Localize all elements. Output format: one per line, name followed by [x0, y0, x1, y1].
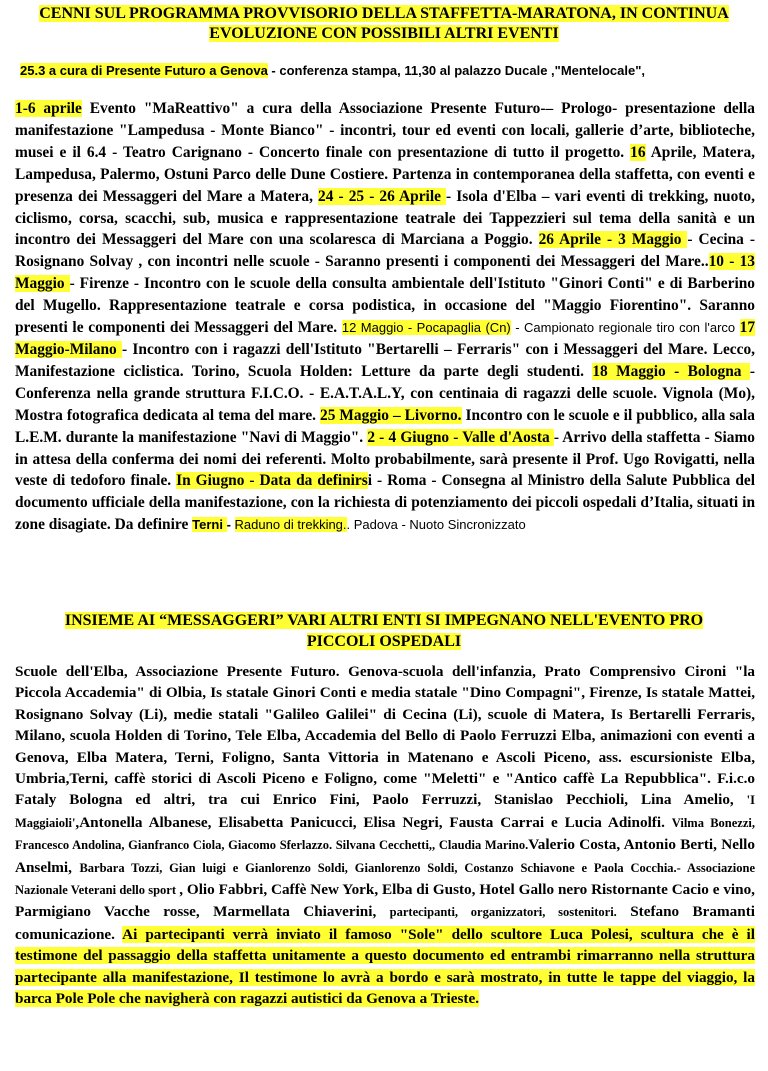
participants-paragraph — [15, 661, 755, 1010]
program-run-highlight: 18 Maggio - Bologna — [592, 362, 750, 380]
participants-run-text: , Olio Fabbri, Caffè New York, Elba di Gusto, Hotel Gallo nero Ristornante Cacio e vino, Parmigiano Vacche rosse, Marmellata Chiaverini, — [15, 881, 755, 921]
participants-run-text: Scuole dell'Elba, Associazione Presente Futuro. Genova — [15, 663, 398, 680]
program-run-text: - Firenze - Incontro con le scuole della consulta ambientale dell'Istituto "Ginori Conti" e di Barberino del Mugello. Rappresentazione teatrale e corsa podistica, in occasione del "Maggio Fiorentino". Saranno presenti le componenti dei Messaggeri del Mare. — [15, 275, 755, 337]
program-run-text: - — [226, 517, 235, 533]
program-run-text: . Padova - Nuoto Sincronizzato — [346, 517, 526, 533]
program-run-text: - Isola d'Elba – vari eventi di trekking, nuoto, ciclismo, corsa, scacchi, sub, musica e rappresentazione teatrale dei Tappezzieri sul tema della sanità e un incontro dei Messaggeri del Mare con una scolaresca di Marciana a Poggio. — [15, 187, 755, 249]
program-run-highlight: Raduno di trekking. — [234, 517, 347, 533]
program-run-highlight: 26 Aprile - 3 Maggio — [538, 231, 688, 249]
program-run-text: Incontro con le scuole e il pubblico, alla sala L.E.M. durante la manifestazione "Navi di Maggio". — [15, 406, 755, 446]
section-heading-line-2: PICCOLI OSPEDALI — [306, 633, 462, 650]
program-run-highlight: 17 Maggio-Milano — [15, 319, 756, 358]
program-run-text: - Arrivo della staffetta - Siamo in attesa della conferma dei nomi dei referenti. Molto probabilmente, sarà presente il Prof. Ugo Rovigatti, nella veste di tedoforo finale. — [15, 428, 756, 490]
program-run-highlight: 10 - 13 Maggio — [15, 253, 755, 293]
participants-run-text: Stefano Bramanti comunicazione. — [15, 903, 755, 943]
section-heading-line-1: INSIEME AI “MESSAGGERI” VARI ALTRI ENTI SI IMPEGNANO NELL'EVENTO PRO — [64, 612, 704, 629]
program-run-highlight: 2 - 4 Giugno - Valle d'Aosta — [367, 428, 554, 446]
title-line-2: EVOLUZIONE CON POSSIBILI ALTRI EVENTI — [209, 24, 559, 42]
section-heading — [20, 610, 748, 652]
program-run-text: - Conferenza nella grande struttura F.I.C.O. - E.A.T.A.L.Y, con centinaia di ragazzi delle scuole. Vignola (Mo), Mostra fotografica dedicata al tema del mare. — [15, 362, 756, 424]
participants-run-highlight: Ai partecipanti verrà inviato il famoso "Sole" dello scultore Luca Polesi, scultura che è il testimone del passaggio della staffetta unitamente a questo documento ed entrambi rimarranno nella struttura partecipante alla manifestazione, Il testimone lo avrà a bordo e sarà mostrato, in tutte le tappe del viaggio, la barca Pole Pole che navigherà con ragazzi autistici da Genova a Trieste. — [15, 925, 755, 1008]
participants-run-text: ,Antonella Albanese, Elisabetta Panicucci, Elisa Negri, Fausta Carrai e Lucia Adinolfi. — [75, 813, 672, 831]
program-run-highlight: 1-6 aprile — [15, 100, 82, 117]
press-conference-text: - conferenza stampa, 11,30 al palazzo Ducale ,"Mentelocale", — [267, 63, 646, 78]
participants-run-text: partecipanti, organizzatori, sostenitori. — [389, 905, 617, 920]
program-run-highlight: 16 — [630, 143, 646, 161]
program-run-text: i - Roma - Consegna al Ministro della Salute Pubblica del documento ufficiale della manifestazione, con la richiesta di potenziamento dei piccoli ospedali d’Italia, situati in zone disagiate. Da definire — [15, 472, 755, 534]
program-run-text: - Cecina - Rosignano Solvay , con incontri nelle scuole - Saranno presenti i componenti dei Messaggeri del Mare.. — [15, 231, 755, 271]
program-run-highlight: 12 Maggio - Pocapaglia (Cn) — [341, 320, 511, 336]
participants-run-text: 'I Maggiaioli' — [15, 793, 755, 830]
program-run-text: - Incontro con i ragazzi dell'Istituto "Bertarelli – Ferraris" con i Messaggeri del Mare. Lecco, Manifestazione ciclistica. Torino, Scuola Holden: Letture da parte degli studenti. — [15, 340, 755, 380]
press-conference-line — [20, 63, 645, 78]
program-paragraph — [15, 98, 755, 536]
program-run-text: Evento "MaReattivo" a cura della Associazione Presente Futuro-– Prologo- presentazione della manifestazione "Lampedusa - Monte Bianco" - incontri, tour ed eventi con locali, gallerie d’arte, biblioteche, musei e il 6.4 - Teatro Carignano - Concerto finale con presentazione di tutto il progetto. — [15, 100, 755, 161]
program-run-text: - Campionato regionale tiro con l'arco — [510, 320, 740, 336]
participants-run-text: F.i.c.o Fataly Bologna ed altri, tra cui Enrico Fini, Paolo Ferruzzi, Stanislao Pecchioli, Lina Amelio, — [15, 770, 755, 809]
program-run-highlight: In Giugno - Data da definirs — [176, 472, 368, 490]
program-run-text: Aprile, Matera, Lampedusa, Palermo, Ostuni Parco delle Dune Costiere. Partenza in contemporanea della staffetta, con eventi e presenza dei Messaggeri del Mare a Matera, — [15, 143, 755, 205]
participants-run-text: -scuola dell'infanzia, Prato Comprensivo Cironi "la Piccola Accademia" di Olbia, Is statale Ginori Conti e media statale "Dino Compagni", Firenze, Is statale Mattei, Rosignano Solvay (Li), medie statali "Galileo Galilei" di Cecina (Li), scuole di Matera, Is Bertarelli Ferraris, Milano, scuola Holden di Torino, Tele Elba, Accademia del Bello di Paolo Ferruzzi Elba, animazioni con eventi a Genova, Elba Matera, Terni, Foligno, Santa Vittoria in Matenano e Ascoli Piceno, ass. escursioniste Elba, Umbria,Terni, caffè storici di Ascoli Piceno e Foligno, come "Meletti" e "Antico caffè La Repubblica". — [15, 663, 756, 788]
program-run-highlight: 25 Maggio – Livorno. — [320, 406, 462, 424]
program-run-highlight: 24 - 25 - 26 Aprile — [318, 187, 447, 205]
page-title — [10, 4, 758, 43]
title-line-1: CENNI SUL PROGRAMMA PROVVISORIO DELLA STAFFETTA-MARATONA, IN CONTINUA — [39, 5, 729, 22]
participants-run-text: Barbara Tozzi, Gian luigi e Gianlorenzo Soldi, Gianlorenzo Soldi, Costanzo Schiavone e Paola Cocchia.- Associazione Nazionale Veterani dello sport — [15, 860, 756, 898]
press-conference-date: 25.3 a cura di Presente Futuro a Genova — [20, 63, 268, 78]
participants-run-text: Vilma Bonezzi, Francesco Andolina, Gianfranco Ciola, Giacomo Sferlazzo. Silvana Cecchetti,, Claudia Marino. — [15, 815, 756, 853]
participants-run-text: Valerio Costa, Antonio Berti, Nello Anselmi, — [15, 836, 755, 876]
program-run-highlight: Terni — [192, 517, 227, 533]
